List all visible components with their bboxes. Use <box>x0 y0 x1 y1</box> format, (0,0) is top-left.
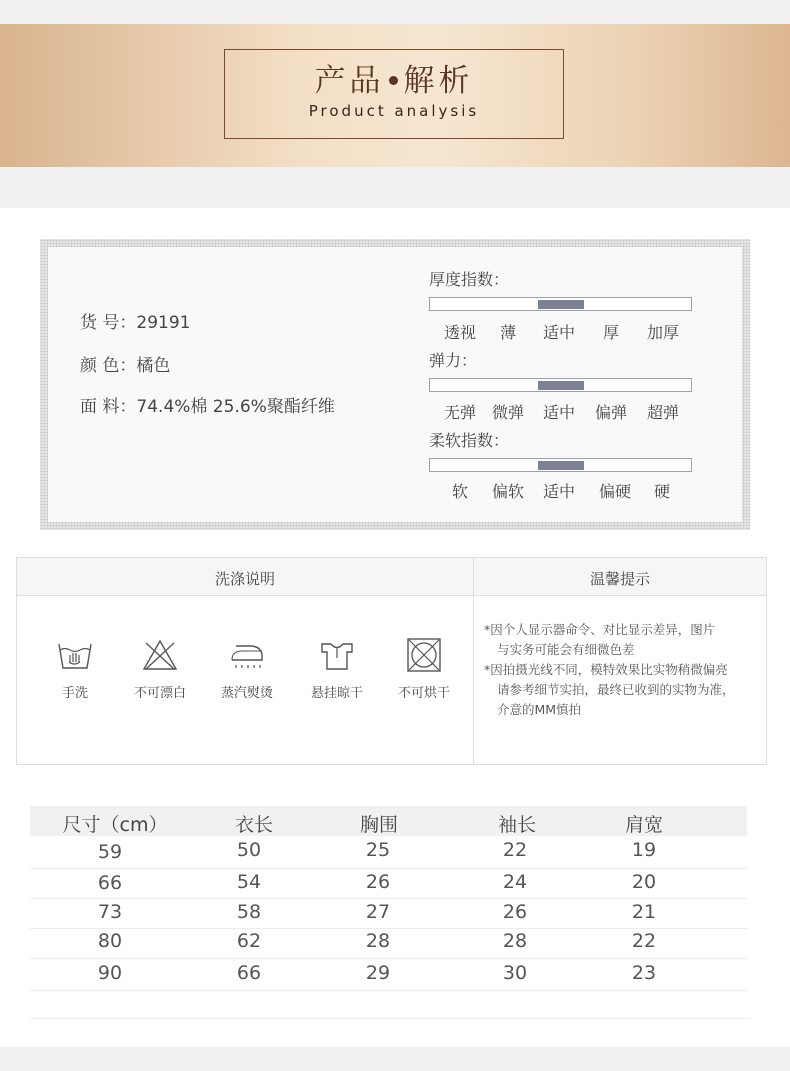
elasticity-indicator <box>538 381 584 390</box>
softness-label: 柔软指数： <box>429 431 510 450</box>
banner-title-box <box>224 49 564 139</box>
size-table-row <box>30 838 747 869</box>
care-label: 不可烘干 <box>397 686 450 701</box>
care-item-hand-wash <box>45 638 105 701</box>
product-info-inner <box>48 247 742 522</box>
size-header-cell: 衣长 <box>234 814 273 836</box>
thickness-option: 适中 <box>542 323 575 342</box>
elasticity-option: 偏弹 <box>594 403 627 422</box>
size-cell: 25 <box>365 839 391 861</box>
size-table-header <box>30 806 747 836</box>
size-cell: 23 <box>631 962 657 984</box>
softness-option: 偏硬 <box>598 482 631 501</box>
care-label: 悬挂晾干 <box>310 686 363 701</box>
softness-option: 偏软 <box>491 482 524 501</box>
size-cell: 27 <box>365 901 391 923</box>
size-table-row <box>30 868 747 899</box>
product-info-card <box>40 239 750 530</box>
divider-band <box>0 167 790 208</box>
tips-title: 温馨提示 <box>589 570 650 588</box>
tip-line: 与实务可能会有细微色差 <box>497 642 635 657</box>
size-cell: 19 <box>631 839 657 861</box>
softness-option: 硬 <box>653 482 670 501</box>
size-cell: 58 <box>236 901 262 923</box>
care-item-no-bleach <box>130 638 190 701</box>
care-item-no-tumble-dry <box>394 638 454 701</box>
top-band <box>0 0 790 24</box>
product-material: 面 料：74.4%棉 25.6%聚酯纤维 <box>80 397 335 417</box>
size-cell: 26 <box>365 871 391 893</box>
banner-title-right: 解析 <box>403 63 474 99</box>
size-cell: 28 <box>502 930 528 952</box>
product-analysis-banner <box>0 24 790 167</box>
thickness-bar <box>429 297 692 311</box>
bullet-dot-icon <box>389 76 398 85</box>
size-cell: 26 <box>502 901 528 923</box>
size-header-cell: 尺寸（cm） <box>62 814 168 836</box>
size-cell: 66 <box>97 872 123 894</box>
thickness-indicator <box>538 300 584 309</box>
size-header-cell: 胸围 <box>359 814 398 836</box>
steam-iron-icon <box>228 638 266 672</box>
tip-line: *因个人显示器命令、对比显示差异，图片 <box>484 622 716 637</box>
size-table-row <box>30 928 747 959</box>
tip-line: *因拍摄光线不同，模特效果比实物稍微偏亮 <box>484 662 728 677</box>
thickness-option: 透视 <box>443 323 476 342</box>
size-cell: 66 <box>236 962 262 984</box>
no-tumble-dry-icon <box>405 638 443 672</box>
care-item-steam-iron <box>217 638 277 701</box>
table-bottom-line <box>30 1018 750 1019</box>
care-item-hang-dry <box>307 638 367 701</box>
care-label: 手洗 <box>61 686 88 701</box>
softness-bar <box>429 458 692 472</box>
elasticity-option: 超弹 <box>646 403 679 422</box>
bottom-band <box>0 1047 790 1071</box>
size-cell: 80 <box>97 930 123 952</box>
hang-dry-icon <box>318 638 356 672</box>
size-cell: 22 <box>502 839 528 861</box>
size-cell: 50 <box>236 839 262 861</box>
elasticity-option: 无弹 <box>443 403 476 422</box>
size-cell: 30 <box>502 962 528 984</box>
tip-line: 介意的MM慎拍 <box>497 702 582 717</box>
size-cell: 20 <box>631 871 657 893</box>
banner-title <box>225 62 563 100</box>
thickness-option: 加厚 <box>646 323 679 342</box>
elasticity-option: 适中 <box>542 403 575 422</box>
wash-instructions-title: 洗涤说明 <box>214 570 275 588</box>
size-cell: 90 <box>97 962 123 984</box>
banner-subtitle: Product analysis <box>308 102 480 120</box>
size-header-cell: 肩宽 <box>624 814 663 836</box>
size-header-cell: 袖长 <box>497 814 536 836</box>
thickness-label: 厚度指数： <box>429 270 510 289</box>
size-cell: 21 <box>631 901 657 923</box>
size-cell: 22 <box>631 930 657 952</box>
tip-line: 请参考细节实拍，最终已收到的实物为准， <box>497 682 735 697</box>
banner-title-left: 产品 <box>314 63 385 99</box>
elasticity-option: 微弹 <box>491 403 524 422</box>
care-section <box>16 557 767 765</box>
size-cell: 62 <box>236 930 262 952</box>
softness-option: 适中 <box>542 482 575 501</box>
size-cell: 29 <box>365 962 391 984</box>
item-number: 货 号：29191 <box>80 313 191 333</box>
size-cell: 73 <box>97 901 123 923</box>
thickness-option: 薄 <box>499 323 516 342</box>
softness-indicator <box>538 461 584 470</box>
hand-wash-icon <box>56 638 94 672</box>
size-cell: 59 <box>97 841 123 863</box>
size-cell: 54 <box>236 871 262 893</box>
product-color: 颜 色：橘色 <box>80 356 171 376</box>
elasticity-bar <box>429 378 692 392</box>
size-table-row <box>30 960 747 991</box>
care-label: 蒸汽熨烫 <box>220 686 273 701</box>
elasticity-label: 弹力： <box>429 351 478 370</box>
thickness-option: 厚 <box>602 323 619 342</box>
size-table-row <box>30 898 747 929</box>
tips-text <box>484 620 762 720</box>
size-cell: 28 <box>365 930 391 952</box>
size-cell: 24 <box>502 871 528 893</box>
care-label: 不可漂白 <box>133 686 186 701</box>
softness-option: 软 <box>451 482 468 501</box>
no-bleach-icon <box>141 638 179 672</box>
